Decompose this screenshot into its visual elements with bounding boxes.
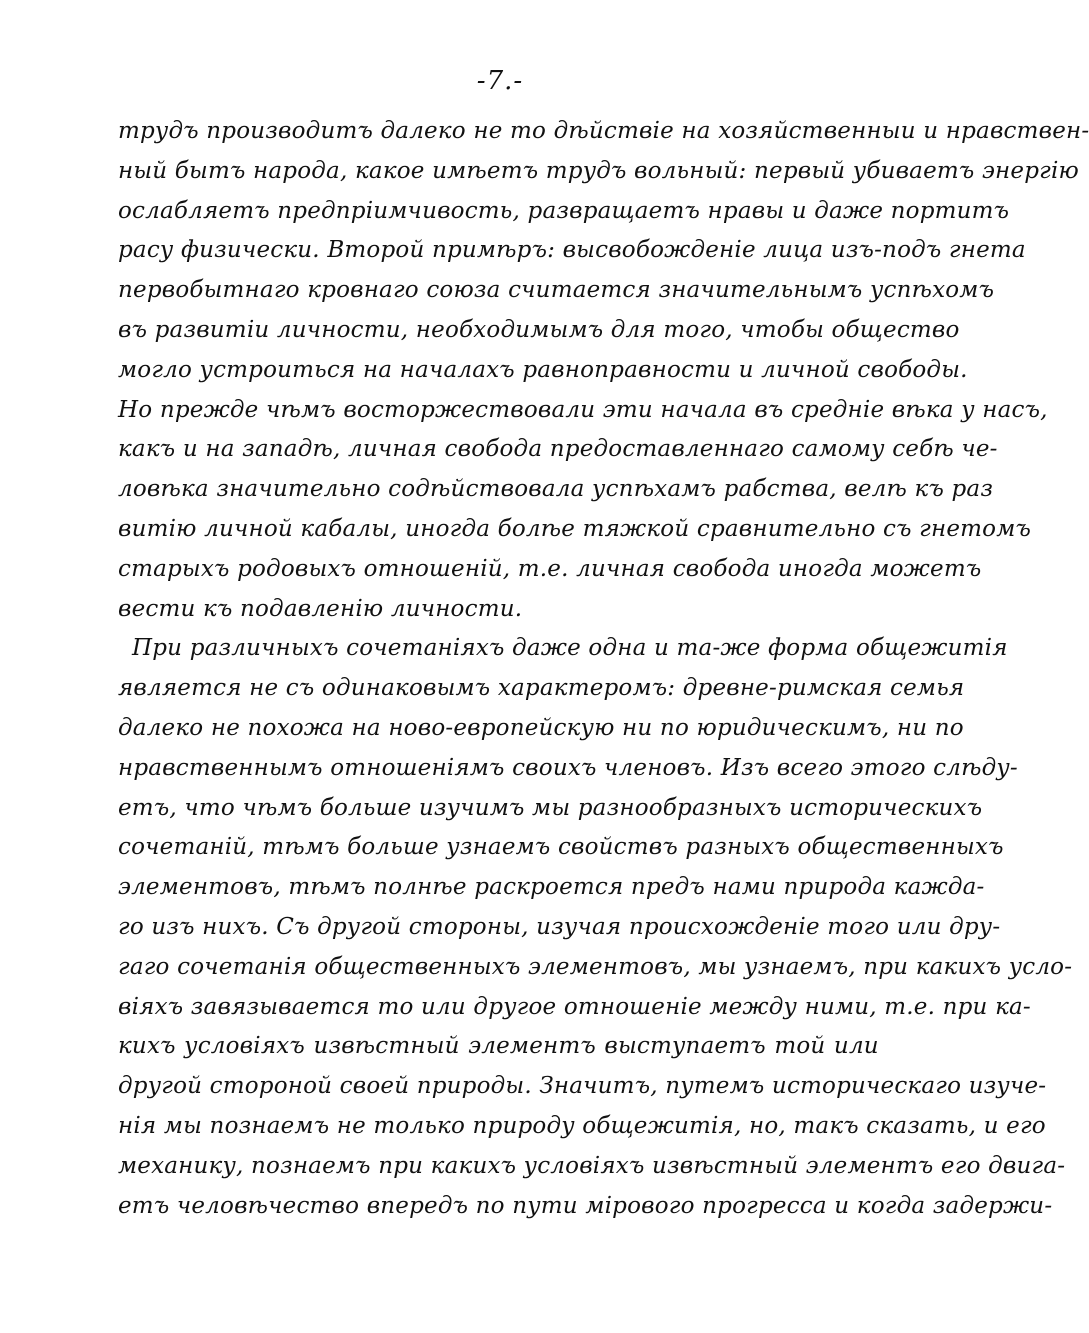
text-line-10: ловѣка значительно содѣйствовала успѣхамъ рабства, велѣ къ раз	[118, 476, 994, 503]
text-line-14: При различныхъ сочетаніяхъ даже одна и та-же форма общежитія	[132, 635, 1008, 662]
text-line-2: ный бытъ народа, какое имѣетъ трудъ вольный: первый убиваетъ энергію	[118, 157, 1079, 184]
text-line-21: го изъ нихъ. Съ другой стороны, изучая происхожденіе того или дру-	[118, 913, 1001, 940]
text-line-3: ослабляетъ предпріимчивость, развращаетъ нравы и даже портитъ	[118, 197, 1010, 224]
text-line-27: механику, познаемъ при какихъ условіяхъ извѣстный элементъ его двига-	[118, 1152, 1066, 1179]
text-line-22: гаго сочетанія общественныхъ элементовъ, мы узнаемъ, при какихъ усло-	[118, 953, 1073, 980]
text-line-1: трудъ производитъ далеко не то дѣйствіе на хозяйственныи и нравствен-	[118, 118, 1089, 144]
text-line-11: витію личной кабалы, иногда болѣе тяжкой сравнительно съ гнетомъ	[118, 515, 1032, 542]
text-line-9: какъ и на западѣ, личная свобода предоставленнаго самому себѣ че-	[118, 436, 998, 463]
text-line-8: Но прежде чѣмъ восторжествовали эти начала въ средніе вѣка у насъ,	[118, 396, 1048, 423]
text-line-7: могло устроиться на началахъ равноправности и личной свободы.	[118, 356, 968, 383]
text-line-26: нія мы познаемъ не только природу общежитія, но, такъ сказать, и его	[118, 1112, 1046, 1139]
text-line-25: другой стороной своей природы. Значитъ, путемъ историческаго изуче-	[118, 1073, 1047, 1100]
manuscript-text	[118, 112, 1089, 1226]
text-line-13: вести къ подавленію личности.	[118, 595, 523, 622]
text-line-6: въ развитіи личности, необходимымъ для того, чтобы общество	[118, 316, 960, 343]
text-line-23: віяхъ завязывается то или другое отношеніе между ними, т.е. при ка-	[118, 993, 1031, 1020]
text-line-20: элементовъ, тѣмъ полнѣе раскроется предъ нами природа кажда-	[118, 874, 985, 901]
text-line-12: старыхъ родовыхъ отношеній, т.е. личная свобода иногда можетъ	[118, 555, 982, 582]
text-line-24: кихъ условіяхъ извѣстный элементъ выступаетъ той или	[118, 1033, 879, 1060]
text-line-17: нравственнымъ отношеніямъ своихъ членовъ. Изъ всего этого слѣду-	[118, 754, 1018, 781]
text-line-16: далеко не похожа на ново-европейскую ни по юридическимъ, ни по	[118, 714, 964, 741]
text-line-4: расу физически. Второй примѣръ: высвобожденіе лица изъ-подъ гнета	[118, 237, 1026, 264]
text-line-19: сочетаній, тѣмъ больше узнаемъ свойствъ разныхъ общественныхъ	[118, 834, 1004, 861]
page-number: -7.-	[476, 66, 524, 96]
text-line-28: етъ человѣчество впередъ по пути мірового прогресса и когда задержи-	[118, 1192, 1053, 1219]
text-line-5: первобытнаго кровнаго союза считается значительнымъ успѣхомъ	[118, 277, 995, 304]
text-line-18: етъ, что чѣмъ больше изучимъ мы разнообразныхъ историческихъ	[118, 794, 983, 821]
text-line-15: является не съ одинаковымъ характеромъ: древне-римская семья	[118, 675, 965, 702]
